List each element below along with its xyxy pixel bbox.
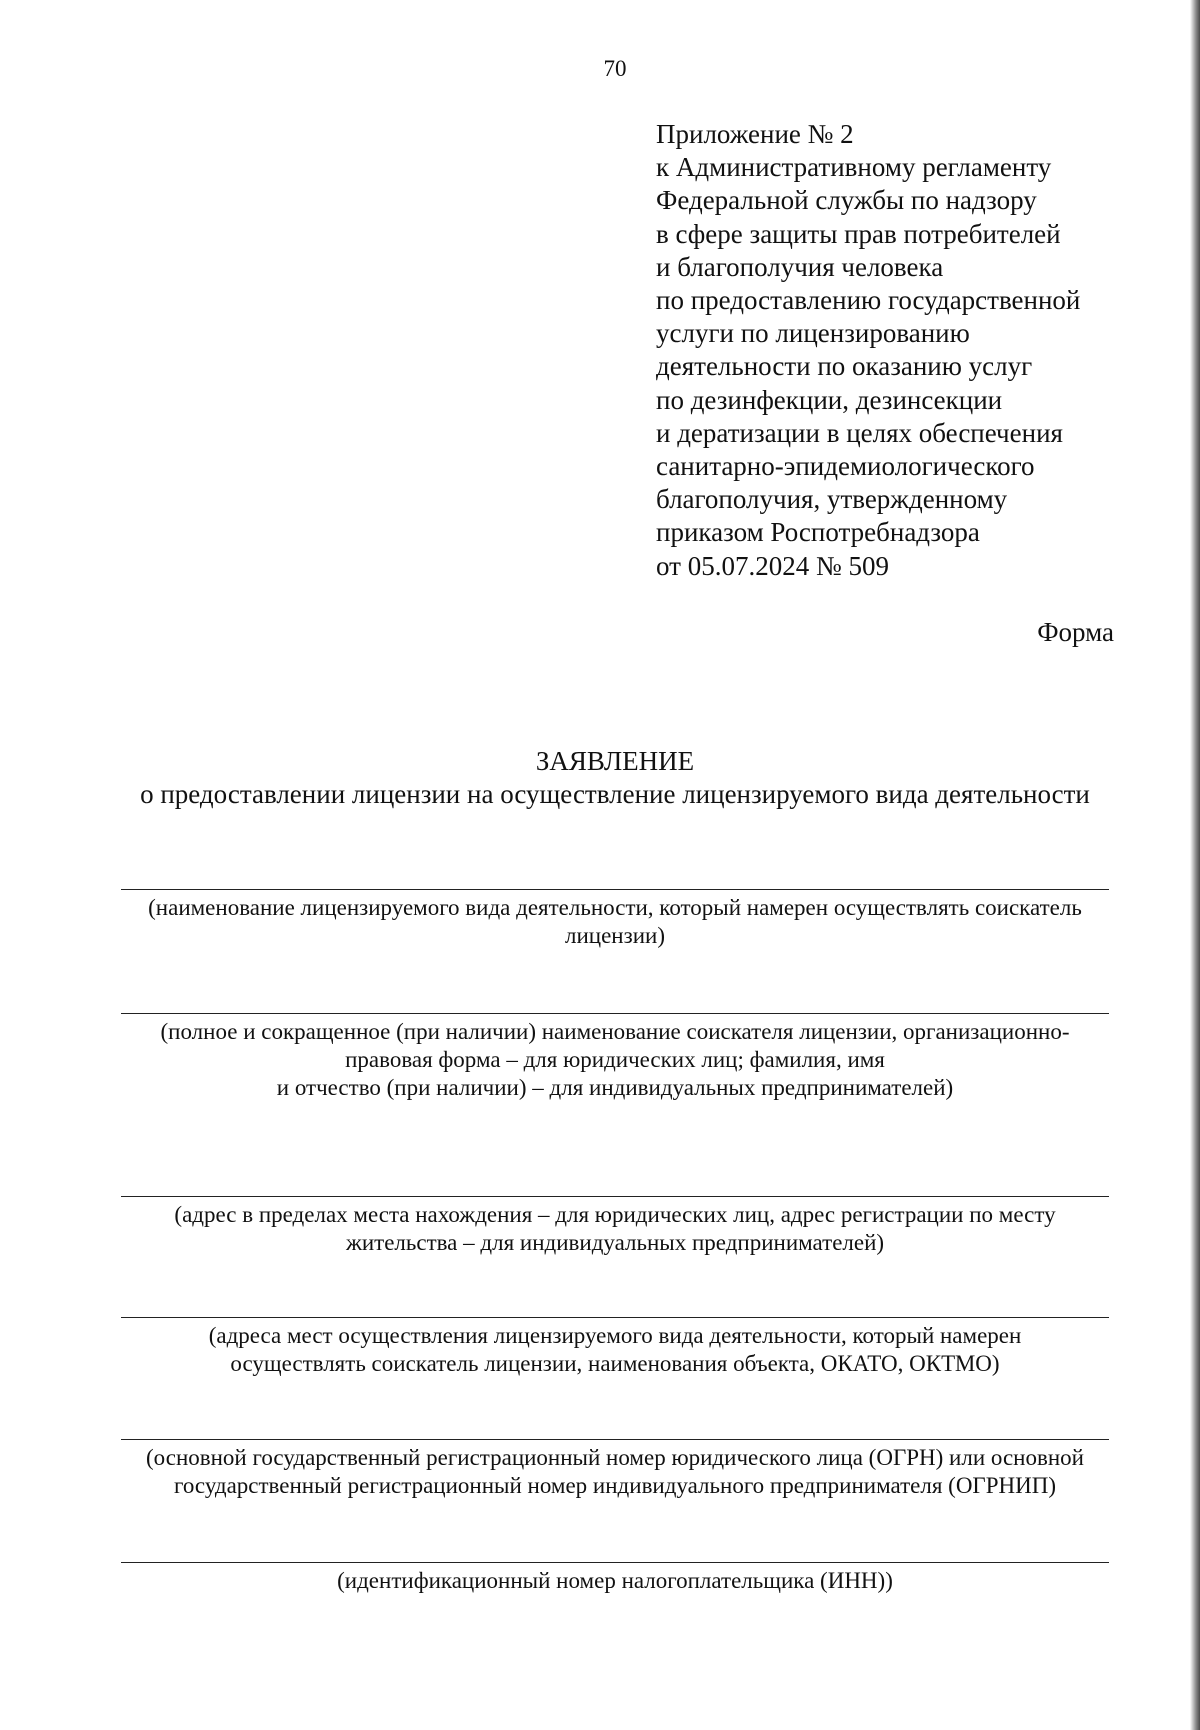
- caption-line: (полное и сокращенное (при наличии) наименование соискателя лицензии, организационно-: [160, 1019, 1070, 1044]
- fill-in-line[interactable]: [121, 1317, 1109, 1318]
- field-inn: [121, 1562, 1109, 1595]
- field-caption: [121, 894, 1109, 950]
- appendix-line: приказом Роспотребнадзора: [656, 517, 980, 548]
- field-address: [121, 1196, 1109, 1257]
- fill-in-line[interactable]: [121, 1013, 1109, 1014]
- appendix-line: санитарно-эпидемиологического: [656, 451, 1035, 482]
- appendix-line: от 05.07.2024 № 509: [656, 550, 889, 581]
- field-caption: [121, 1201, 1109, 1257]
- caption-line: правовая форма – для юридических лиц; фамилия, имя: [345, 1047, 885, 1072]
- appendix-line: Приложение № 2: [656, 119, 854, 149]
- field-caption: [121, 1567, 1109, 1595]
- appendix-line: и дератизации в целях обеспечения: [656, 417, 1063, 448]
- page-edge-shadow: [1190, 0, 1200, 1730]
- caption-line: (наименование лицензируемого вида деятельности, который намерен осуществлять соискатель: [148, 895, 1082, 920]
- caption-line: осуществлять соискатель лицензии, наименования объекта, ОКАТО, ОКТМО): [230, 1351, 1000, 1376]
- appendix-line: и благополучия человека: [656, 251, 944, 282]
- field-caption: [121, 1018, 1109, 1102]
- appendix-line: к Административному регламенту: [656, 152, 1052, 183]
- field-ogrn: [121, 1439, 1109, 1500]
- caption-line: лицензии): [565, 923, 665, 948]
- document-subtitle: о предоставлении лицензии на осуществление лицензируемого вида деятельности: [140, 779, 1090, 809]
- appendix-line: услуги по лицензированию: [656, 318, 970, 349]
- appendix-line: благополучия, утвержденному: [656, 484, 1008, 515]
- field-activity-addresses: [121, 1317, 1109, 1378]
- caption-line: и отчество (при наличии) – для индивидуальных предпринимателей): [276, 1075, 954, 1100]
- appendix-line: по дезинфекции, дезинсекции: [656, 384, 1003, 415]
- appendix-line: деятельности по оказанию услуг: [656, 351, 1033, 382]
- field-caption: [121, 1322, 1109, 1378]
- form-label: Форма: [1037, 617, 1114, 647]
- appendix-line: в сфере защиты прав потребителей: [656, 218, 1061, 249]
- appendix-line: Федеральной службы по надзору: [656, 185, 1037, 216]
- field-caption: [121, 1444, 1109, 1500]
- caption-line: (адреса мест осуществления лицензируемого вида деятельности, который намерен: [208, 1323, 1022, 1348]
- document-title: ЗАЯВЛЕНИЕ: [535, 746, 695, 776]
- caption-line: (адрес в пределах места нахождения – для юридических лиц, адрес регистрации по месту: [174, 1202, 1056, 1227]
- caption-line: (основной государственный регистрационный номер юридического лица (ОГРН) или основной: [146, 1445, 1084, 1470]
- field-applicant-name: [121, 1013, 1109, 1102]
- appendix-line: по предоставлению государственной: [656, 285, 1081, 316]
- field-activity-name: [121, 889, 1109, 950]
- fill-in-line[interactable]: [121, 1562, 1109, 1563]
- caption-line: (идентификационный номер налогоплательщика (ИНН)): [337, 1568, 893, 1593]
- fill-in-line[interactable]: [121, 1196, 1109, 1197]
- page-number: 70: [603, 56, 627, 81]
- appendix-block: [656, 118, 1126, 583]
- caption-line: государственный регистрационный номер индивидуального предпринимателя (ОГРНИП): [173, 1473, 1057, 1498]
- fill-in-line[interactable]: [121, 889, 1109, 890]
- caption-line: жительства – для индивидуальных предпринимателей): [345, 1230, 885, 1255]
- fill-in-line[interactable]: [121, 1439, 1109, 1440]
